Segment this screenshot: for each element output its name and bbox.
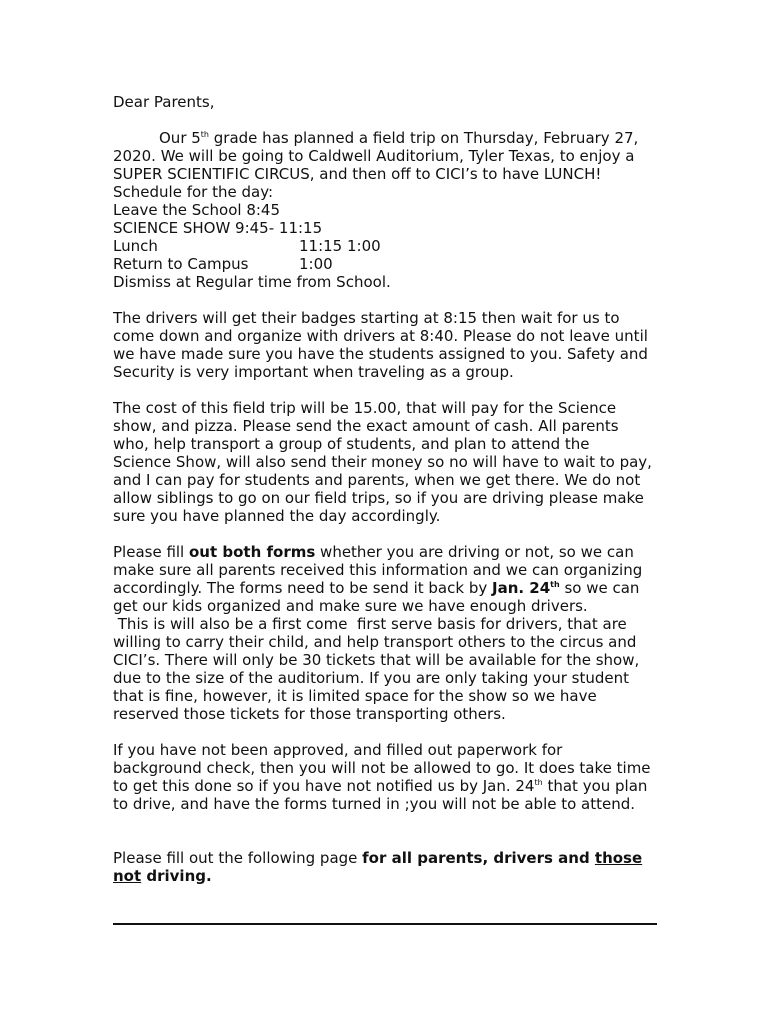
schedule-return: Return to Campus 1:00 [113,255,333,273]
schedule-science-show: SCIENCE SHOW 9:45- 11:15 [113,219,323,237]
forms-paragraph: Please fill out both forms whether you are driving or not, so we can make sure all parents received this information and we can organizing accordingly. The forms need to be send it back by Jan. 24th so we can get our kids organized and make sure we have enough drivers. This is will also be a first come first serve basis for drivers, that are willing to carry their child, and help transport others to the circus and CICI’s. There will only be 30 tickets that will be available for the show, due to the size of the auditorium. If you are only taking your student that is fine, however, it is limited space for the show so we have reserved those tickets for those transporting others. [113,543,643,723]
drivers-paragraph: The drivers will get their badges starting at 8:15 then wait for us to come down and organize with drivers at 8:40. Please do not leave until we have made sure you have the students assigned to you. Safety and Security is very important when traveling as a group. [113,309,648,381]
letter-body [113,93,673,885]
greeting: Dear Parents, [113,93,215,111]
schedule-leave: Leave the School 8:45 [113,201,281,219]
intro-line-3: SUPER SCIENTIFIC CIRCUS, and then off to CICI’s to have LUNCH! [113,165,602,183]
intro-line-1: Our 5th grade has planned a field trip on Thursday, February 27, [159,129,639,147]
intro-line-2: 2020. We will be going to Caldwell Auditorium, Tyler Texas, to enjoy a [113,147,635,165]
schedule-heading: Schedule for the day: [113,183,274,201]
final-instruction: Please fill out the following page for all parents, drivers and those not driving. [113,849,643,885]
signature-divider-line [113,923,657,925]
schedule-lunch: Lunch 11:15 1:00 [113,237,381,255]
ordinal-superscript: th [200,130,210,139]
schedule-dismiss: Dismiss at Regular time from School. [113,273,391,291]
background-check-paragraph: If you have not been approved, and filled out paperwork for background check, then you will not be allowed to go. It does take time to get this done so if you have not notified us by Jan. 24th that you plan to drive, and have the forms turned in ;you will not be able to attend. [113,741,651,813]
cost-paragraph: The cost of this field trip will be 15.00, that will pay for the Science show, and pizza. Please send the exact amount of cash. All parents who, help transport a group of students, and plan to attend the Science Show, will also send their money so no will have to wait to pay, and I can pay for students and parents, when we get there. We do not allow siblings to go on our field trips, so if you are driving please make sure you have planned the day accordingly. [113,399,652,525]
